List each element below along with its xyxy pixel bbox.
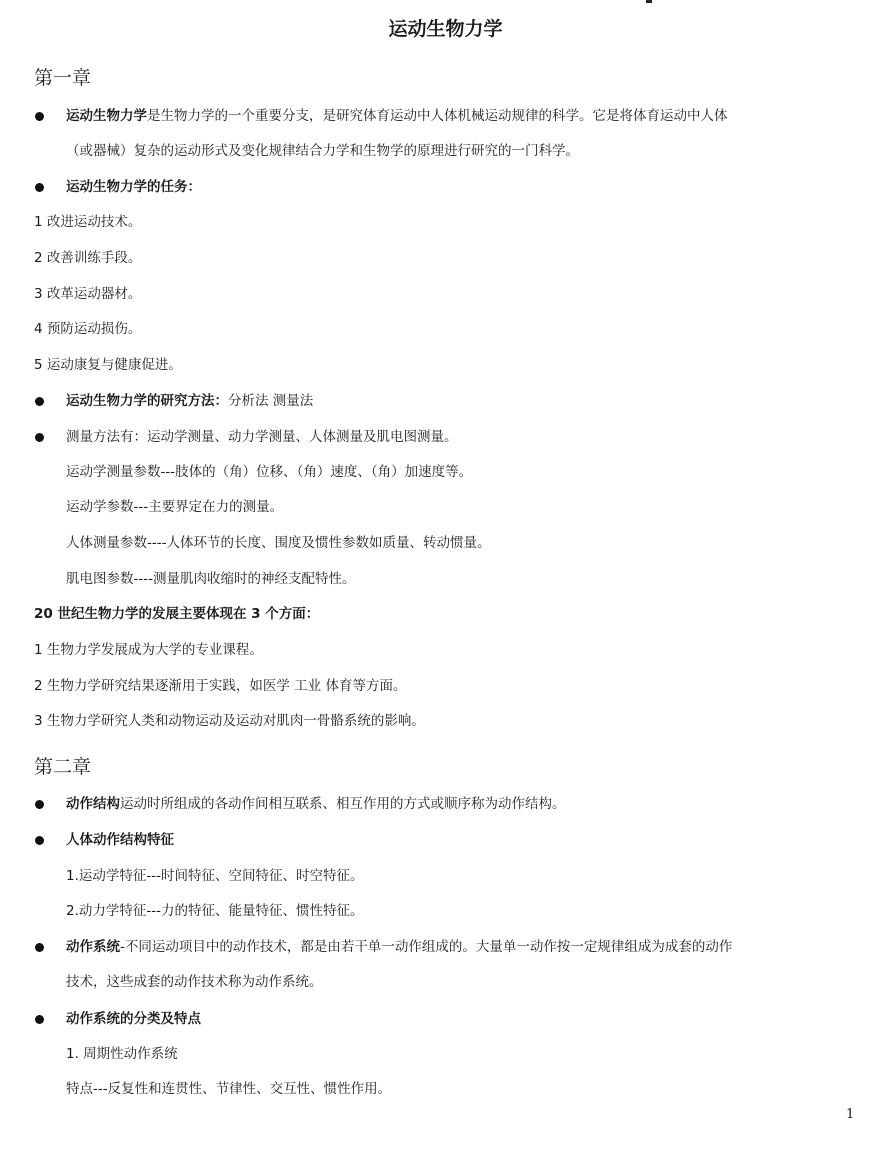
development-item: 2 生物力学研究结果逐渐用于实践，如医学 工业 体育等方面。 xyxy=(34,678,407,694)
definition-line xyxy=(66,106,728,126)
system-line xyxy=(66,937,732,957)
measure-item: 运动学参数---主要界定在力的测量。 xyxy=(66,499,284,515)
system-continuation: 技术，这些成套的动作技术称为动作系统。 xyxy=(66,974,323,990)
bullet-icon xyxy=(35,112,44,121)
classification-heading: 动作系统的分类及特点 xyxy=(66,1011,201,1027)
page-top-mark xyxy=(646,0,652,3)
measure-intro: 测量方法有：运动学测量、动力学测量、人体测量及肌电图测量。 xyxy=(66,429,458,445)
classification-item: 1. 周期性动作系统 xyxy=(66,1046,178,1062)
methods-text: 分析法 测量法 xyxy=(228,393,314,409)
task-item: 2 改善训练手段。 xyxy=(34,250,142,266)
development-item: 3 生物力学研究人类和动物运动及运动对肌肉一骨骼系统的影响。 xyxy=(34,713,425,729)
bullet-icon xyxy=(35,800,44,809)
definition-text: 是生物力学的一个重要分支，是研究体育运动中人体机械运动规律的科学。它是将体育运动中人体 xyxy=(147,108,728,124)
task-item: 4 预防运动损伤。 xyxy=(34,321,142,337)
system-term: 动作系统 xyxy=(66,939,120,955)
measure-item: 运动学测量参数---肢体的（角）位移、（角）速度、（角）加速度等。 xyxy=(66,464,473,480)
task-item: 1 改进运动技术。 xyxy=(34,214,142,230)
tasks-heading: 运动生物力学的任务： xyxy=(66,179,201,195)
system-text: -不同运动项目中的动作技术，都是由若干单一动作组成的。大量单一动作按一定规律组成为成套的动作 xyxy=(120,939,733,955)
definition-term: 运动生物力学 xyxy=(66,108,147,124)
task-item: 5 运动康复与健康促进。 xyxy=(34,357,182,373)
feature-item: 2.动力学特征---力的特征、能量特征、惯性特征。 xyxy=(66,903,364,919)
task-item: 3 改革运动器材。 xyxy=(34,286,142,302)
structure-term: 动作结构 xyxy=(66,796,120,812)
bullet-icon xyxy=(35,1015,44,1024)
feature-heading: 人体动作结构特征 xyxy=(66,832,174,848)
bullet-icon xyxy=(35,943,44,952)
structure-line xyxy=(66,794,566,814)
bullet-icon xyxy=(35,183,44,192)
bullet-icon xyxy=(35,397,44,406)
methods-term: 运动生物力学的研究方法： xyxy=(66,393,228,409)
classification-description: 特点---反复性和连贯性、节律性、交互性、惯性作用。 xyxy=(66,1081,392,1097)
methods-line xyxy=(66,391,313,411)
chapter-1-heading: 第一章 xyxy=(34,67,92,89)
development-item: 1 生物力学发展成为大学的专业课程。 xyxy=(34,642,263,658)
document-title: 运动生物力学 xyxy=(388,18,503,40)
definition-continuation: （或器械）复杂的运动形式及变化规律结合力学和生物学的原理进行研究的一门科学。 xyxy=(66,143,579,159)
page-number: 1 xyxy=(846,1107,855,1122)
chapter-2-heading: 第二章 xyxy=(34,756,92,778)
bullet-icon xyxy=(35,433,44,442)
development-heading: 20 世纪生物力学的发展主要体现在 3 个方面： xyxy=(34,606,320,622)
measure-item: 人体测量参数----人体环节的长度、围度及惯性参数如质量、转动惯量。 xyxy=(66,535,491,551)
bullet-icon xyxy=(35,836,44,845)
measure-item: 肌电图参数----测量肌肉收缩时的神经支配特性。 xyxy=(66,571,356,587)
structure-text: 运动时所组成的各动作间相互联系、相互作用的方式或顺序称为动作结构。 xyxy=(120,796,566,812)
feature-item: 1.运动学特征---时间特征、空间特征、时空特征。 xyxy=(66,868,364,884)
